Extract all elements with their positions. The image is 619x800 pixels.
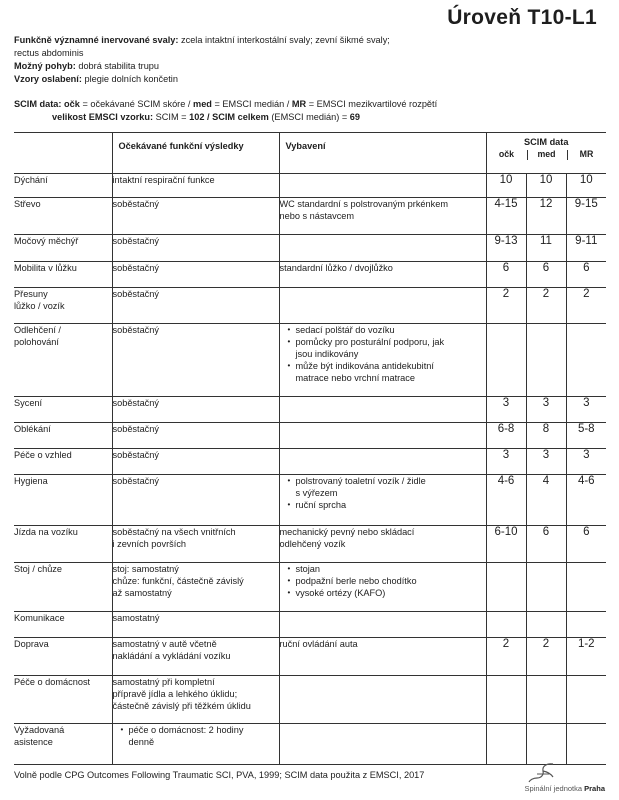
row-category-line: Mobilita v lůžku (14, 263, 77, 273)
row-equipment (279, 612, 486, 638)
row-outcome-line: chůze: funkční, částečně závislý (112, 576, 244, 586)
row-category (14, 563, 112, 612)
scim-ock-value: 9-13 (486, 235, 526, 262)
row-category-line: Odlehčení / (14, 325, 61, 335)
table-row (14, 235, 606, 262)
row-outcome-line: soběstačný (112, 263, 159, 273)
row-equipment-bullet-item-line: • pomůcky pro posturální podporu, jak (295, 337, 445, 347)
source-footnote: Volně podle CPG Outcomes Following Traumatic SCI, PVA, 1999; SCIM data použita z EMSCI, 2017 (14, 770, 425, 780)
row-outcome (112, 449, 279, 475)
scim-med-value: 10 (526, 174, 566, 198)
scim-mr-value: 4-6 (566, 475, 606, 526)
scim-med-value: 3 (526, 397, 566, 423)
row-equipment-bullet-list (280, 563, 486, 599)
scim-mr-value (566, 612, 606, 638)
row-category-line: polohování (14, 337, 59, 347)
row-equipment (279, 724, 486, 765)
table-body (14, 174, 606, 765)
row-outcome (112, 612, 279, 638)
row-category (14, 475, 112, 526)
row-outcome-line: samostatný při kompletní (112, 677, 215, 687)
row-equipment-bullet-item (290, 360, 486, 384)
scim-ock-value (486, 724, 526, 765)
row-outcome-line: až samostatný (112, 588, 172, 598)
total-desc: (EMSCI medián) = (271, 112, 348, 122)
row-outcome (112, 198, 279, 235)
row-outcome-line: soběstačný (112, 325, 159, 335)
table-row (14, 324, 606, 397)
row-category-line: Jízda na vozíku (14, 527, 78, 537)
row-category-line: Stoj / chůze (14, 564, 63, 574)
row-outcome-line: soběstačný na všech vnitřních (112, 527, 236, 537)
row-equipment-line: nebo s nástavcem (279, 211, 355, 221)
row-category-line: Dýchání (14, 175, 48, 185)
level-description (14, 34, 604, 86)
table-row (14, 397, 606, 423)
table-header-row (14, 133, 606, 174)
row-outcome-line: soběstačný (112, 199, 159, 209)
muscles-label: Funkčně významné inervované svaly: (14, 35, 179, 45)
row-outcome (112, 174, 279, 198)
row-equipment (279, 288, 486, 324)
row-category (14, 198, 112, 235)
scim-mr-value: 2 (566, 288, 606, 324)
scim-ock-value (486, 612, 526, 638)
scim-ock-value: 2 (486, 288, 526, 324)
scim-mr-value (566, 563, 606, 612)
row-equipment-bullet-item-line: jsou indikovány (295, 349, 359, 359)
row-outcome-line: soběstačný (112, 398, 159, 408)
row-equipment-bullet-item-line: • vysoké ortézy (KAFO) (295, 588, 386, 598)
table-row (14, 612, 606, 638)
scim-ock-value: 3 (486, 449, 526, 475)
logo-name: Spinální jednotka (524, 784, 583, 793)
table-row (14, 423, 606, 449)
logo-figure-icon (523, 762, 563, 784)
row-equipment-bullet-item-line: • stojan (295, 564, 321, 574)
table-row (14, 475, 606, 526)
scim-ock-value (486, 324, 526, 397)
movement-value: dobrá stabilita trupu (78, 61, 160, 71)
header-mr: MR (579, 149, 594, 159)
row-category-line: Péče o vzhled (14, 450, 72, 460)
scim-med-value: 6 (526, 526, 566, 563)
row-equipment-bullet-item (290, 563, 486, 575)
row-equipment-bullet-item (290, 575, 486, 587)
scim-mr-value (566, 676, 606, 724)
row-equipment-bullet-item (290, 336, 486, 360)
row-outcome-line: samostatný (112, 613, 160, 623)
row-outcome-line: soběstačný (112, 476, 159, 486)
row-outcome-bullet-item-line: • péče o domácnost: 2 hodiny (128, 725, 244, 735)
row-equipment-bullet-list (280, 324, 486, 384)
sample-label: velikost EMSCI vzorku: (52, 112, 154, 122)
row-outcome (112, 526, 279, 563)
header-outcome: Očekávané funkční výsledky (112, 133, 279, 174)
table-row (14, 174, 606, 198)
scim-ock-value: 4-15 (486, 198, 526, 235)
table-row (14, 638, 606, 676)
row-outcome-line: intaktní respirační funkce (112, 175, 215, 185)
scim-mr-value: 9-11 (566, 235, 606, 262)
row-equipment-line: mechanický pevný nebo skládací (279, 527, 415, 537)
row-category-line: Hygiena (14, 476, 48, 486)
row-equipment (279, 475, 486, 526)
row-category-line: Oblékání (14, 424, 51, 434)
scim-ock-value: 4-6 (486, 475, 526, 526)
scim-legend-line (14, 98, 604, 111)
mr-desc: = EMSCI mezikvartilové rozpětí (308, 99, 438, 109)
scim-med-value (526, 563, 566, 612)
mr-abbr: MR (291, 99, 307, 109)
row-category (14, 324, 112, 397)
row-equipment-bullet-item-line: • podpažní berle nebo chodítko (295, 576, 417, 586)
row-outcome (112, 724, 279, 765)
scim-ock-value: 6 (486, 262, 526, 288)
row-category-line: Střevo (14, 199, 41, 209)
scim-mr-value: 5-8 (566, 423, 606, 449)
row-equipment-line: odlehčený vozík (279, 539, 346, 549)
header-ock: očk (498, 149, 515, 159)
row-category-line: Močový měchýř (14, 236, 79, 246)
muscles-line-2: rectus abdominis (14, 48, 84, 58)
scim-label: SCIM data: (14, 99, 62, 109)
row-outcome-line: částečně závislý při těžkém úklidu (112, 701, 251, 711)
row-category (14, 288, 112, 324)
scim-med-value: 6 (526, 262, 566, 288)
logo-text (505, 784, 605, 793)
med-abbr: med (193, 99, 212, 109)
row-outcome-line: soběstačný (112, 450, 159, 460)
logo-city: Praha (584, 784, 605, 793)
scim-ock-value (486, 676, 526, 724)
med-desc: = EMSCI medián / (214, 99, 290, 109)
row-equipment (279, 638, 486, 676)
row-outcome (112, 475, 279, 526)
row-equipment-bullet-item-line: • sedací polštář do vozíku (295, 325, 395, 335)
scim-mr-value: 1-2 (566, 638, 606, 676)
outcomes-table (14, 133, 606, 765)
scim-med-value (526, 324, 566, 397)
row-category (14, 612, 112, 638)
row-outcome-line: soběstačný (112, 236, 159, 246)
table-row (14, 526, 606, 563)
row-category (14, 397, 112, 423)
row-outcome (112, 563, 279, 612)
row-equipment-bullet-item-line: s výřezem (295, 488, 338, 498)
row-equipment (279, 198, 486, 235)
scim-med-value: 11 (526, 235, 566, 262)
scim-med-value: 3 (526, 449, 566, 475)
row-outcome (112, 638, 279, 676)
row-equipment (279, 324, 486, 397)
row-outcome (112, 288, 279, 324)
scim-med-value: 4 (526, 475, 566, 526)
row-outcome (112, 423, 279, 449)
row-equipment (279, 563, 486, 612)
row-equipment-bullet-item (290, 499, 486, 511)
row-equipment-bullet-item (290, 324, 486, 336)
muscles-value: zcela intaktní interkostální svaly; zevní šikmé svaly; (181, 35, 390, 45)
scim-ock-value: 2 (486, 638, 526, 676)
scim-legend (14, 98, 604, 124)
scim-med-value (526, 724, 566, 765)
scim-mr-value (566, 724, 606, 765)
row-equipment (279, 262, 486, 288)
table-row (14, 262, 606, 288)
row-outcome (112, 262, 279, 288)
sample-n: 102 (189, 112, 205, 122)
row-equipment-bullet-item (290, 587, 486, 599)
table-row (14, 288, 606, 324)
page-title: Úroveň T10-L1 (447, 6, 597, 29)
row-category (14, 423, 112, 449)
movement-label: Možný pohyb: (14, 61, 76, 71)
row-category (14, 449, 112, 475)
row-equipment-line: WC standardní s polstrovaným prkénkem (279, 199, 449, 209)
total-label: / SCIM celkem (207, 112, 269, 122)
row-category (14, 526, 112, 563)
row-outcome-line: přípravě jídla a lehkého úklidu; (112, 689, 238, 699)
row-category-line: Sycení (14, 398, 43, 408)
weakness-line (14, 73, 604, 86)
scim-med-value: 12 (526, 198, 566, 235)
row-equipment (279, 174, 486, 198)
row-category-line: Přesuny (14, 289, 48, 299)
row-outcome-line: soběstačný (112, 424, 159, 434)
row-category-line: Vyžadovaná (14, 725, 65, 735)
row-category-line: Péče o domácnost (14, 677, 91, 687)
row-equipment-bullet-list (280, 475, 486, 511)
row-category-line: lůžko / vozík (14, 301, 65, 311)
scim-med-value: 8 (526, 423, 566, 449)
scim-mr-value: 9-15 (566, 198, 606, 235)
header-sep-1 (527, 150, 528, 160)
row-equipment (279, 676, 486, 724)
row-outcome-line: samostatný v autě včetně (112, 639, 217, 649)
row-equipment (279, 526, 486, 563)
row-outcome-bullet-item (123, 724, 279, 748)
muscles-line (14, 34, 604, 47)
row-equipment-bullet-item-line: • polstrovaný toaletní vozík / židle (295, 476, 426, 486)
row-category (14, 676, 112, 724)
table-row (14, 198, 606, 235)
row-category-line: Doprava (14, 639, 49, 649)
row-outcome (112, 235, 279, 262)
scim-ock-value: 3 (486, 397, 526, 423)
scim-med-value: 2 (526, 638, 566, 676)
row-outcome (112, 397, 279, 423)
header-med: med (537, 149, 556, 159)
row-outcome-bullet-list (113, 724, 279, 748)
header-sep-2 (567, 150, 568, 160)
row-outcome (112, 676, 279, 724)
scim-mr-value: 10 (566, 174, 606, 198)
header-scim (486, 133, 606, 174)
ock-abbr: očk (64, 99, 80, 109)
header-scim-title: SCIM data (524, 137, 569, 147)
table-row (14, 563, 606, 612)
row-equipment (279, 449, 486, 475)
table-row (14, 449, 606, 475)
row-outcome-line: i zevních površích (112, 539, 187, 549)
row-equipment (279, 235, 486, 262)
scim-mr-value: 6 (566, 262, 606, 288)
scim-ock-value: 6-10 (486, 526, 526, 563)
total-value: 69 (349, 112, 360, 122)
row-outcome-line: soběstačný (112, 289, 159, 299)
scim-mr-value: 3 (566, 397, 606, 423)
sample-pre: SCIM = (155, 112, 187, 122)
movement-line (14, 60, 604, 73)
scim-mr-value: 6 (566, 526, 606, 563)
row-outcome-line: nakládání a vykládání vozíku (112, 651, 231, 661)
row-category-line: Komunikace (14, 613, 65, 623)
spinal-unit-logo (505, 762, 605, 794)
row-outcome-line: stoj: samostatný (112, 564, 179, 574)
scim-ock-value: 6-8 (486, 423, 526, 449)
header-equipment: Vybavení (279, 133, 486, 174)
scim-ock-value: 10 (486, 174, 526, 198)
row-category (14, 724, 112, 765)
row-equipment (279, 397, 486, 423)
scim-med-value (526, 612, 566, 638)
row-equipment-bullet-item-line: • může být indikována antidekubitní (295, 361, 434, 371)
row-category (14, 235, 112, 262)
scim-mr-value: 3 (566, 449, 606, 475)
row-outcome-bullet-item-line: denně (128, 737, 155, 747)
ock-desc: = očekávané SCIM skóre / (82, 99, 191, 109)
table-row (14, 676, 606, 724)
row-equipment-line: ruční ovládání auta (279, 639, 358, 649)
row-equipment-bullet-item (290, 475, 486, 499)
scim-ock-value (486, 563, 526, 612)
row-equipment-bullet-item-line: matrace nebo vrchní matrace (295, 373, 415, 383)
row-equipment-line: standardní lůžko / dvojlůžko (279, 263, 393, 273)
row-category (14, 174, 112, 198)
row-equipment (279, 423, 486, 449)
sample-size-line (14, 111, 604, 124)
weakness-value: plegie dolních končetin (84, 74, 178, 84)
scim-mr-value (566, 324, 606, 397)
row-category-line: asistence (14, 737, 53, 747)
row-category (14, 262, 112, 288)
scim-med-value: 2 (526, 288, 566, 324)
scim-med-value (526, 676, 566, 724)
header-category (14, 133, 112, 174)
weakness-label: Vzory oslabení: (14, 74, 82, 84)
row-equipment-bullet-item-line: • ruční sprcha (295, 500, 347, 510)
table-row (14, 724, 606, 765)
row-outcome (112, 324, 279, 397)
row-category (14, 638, 112, 676)
